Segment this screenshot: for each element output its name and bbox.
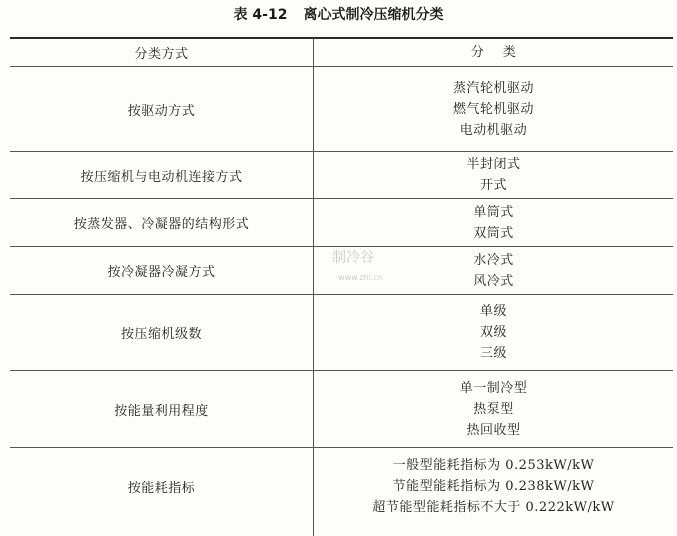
row-item: 一般型能耗指标为 0.253kW/kW (392, 457, 595, 473)
row-item: 单一制冷型 (459, 380, 528, 396)
row-method: 按蒸发器、冷凝器的结构形式 (73, 217, 250, 232)
row-item: 超节能型能耗指标不大于 0.222kW/kW (372, 499, 615, 515)
row-items (314, 295, 673, 370)
row-item: 风冷式 (473, 273, 514, 289)
table-caption (0, 4, 677, 24)
row-item: 单筒式 (473, 204, 514, 220)
watermark (332, 247, 383, 282)
row-item: 双级 (479, 325, 507, 340)
row-item: 双筒式 (473, 225, 514, 241)
row-item: 节能型能耗指标为 0.238kW/kW (392, 478, 595, 494)
row-item: 开式 (479, 178, 507, 193)
watermark-text: 制冷谷 (332, 250, 374, 266)
row-item: 三级 (479, 346, 507, 361)
table-number: 表 4-12 (233, 7, 288, 23)
row-method: 按冷凝器冷凝方式 (107, 265, 216, 280)
row-method: 按压缩机级数 (120, 327, 202, 342)
row-item: 单级 (479, 304, 507, 319)
row-method: 按能量利用程度 (114, 403, 209, 419)
row-method: 按驱动方式 (127, 103, 196, 119)
row-items (314, 448, 673, 524)
header-category-label: 分 类 (470, 44, 517, 60)
header-category (314, 39, 673, 65)
row-items (314, 371, 673, 447)
table-title: 离心式制冷压缩机分类 (303, 7, 444, 23)
row-items (314, 152, 673, 198)
row-item: 热回收型 (466, 422, 521, 438)
row-item: 蒸汽轮机驱动 (452, 80, 534, 96)
row-item: 水冷式 (473, 252, 514, 268)
row-item: 电动机驱动 (459, 122, 528, 138)
row-method: 按能耗指标 (127, 480, 196, 496)
row-item: 半封闭式 (466, 157, 521, 172)
watermark-url: www.zhl.cn (338, 273, 383, 282)
row-items (314, 199, 673, 246)
row-method: 按压缩机与电动机连接方式 (80, 169, 243, 185)
row-item: 燃气轮机驱动 (452, 101, 534, 117)
header-method: 分类方式 (134, 46, 189, 62)
row-items (314, 67, 673, 151)
row-item: 热泵型 (473, 401, 514, 417)
